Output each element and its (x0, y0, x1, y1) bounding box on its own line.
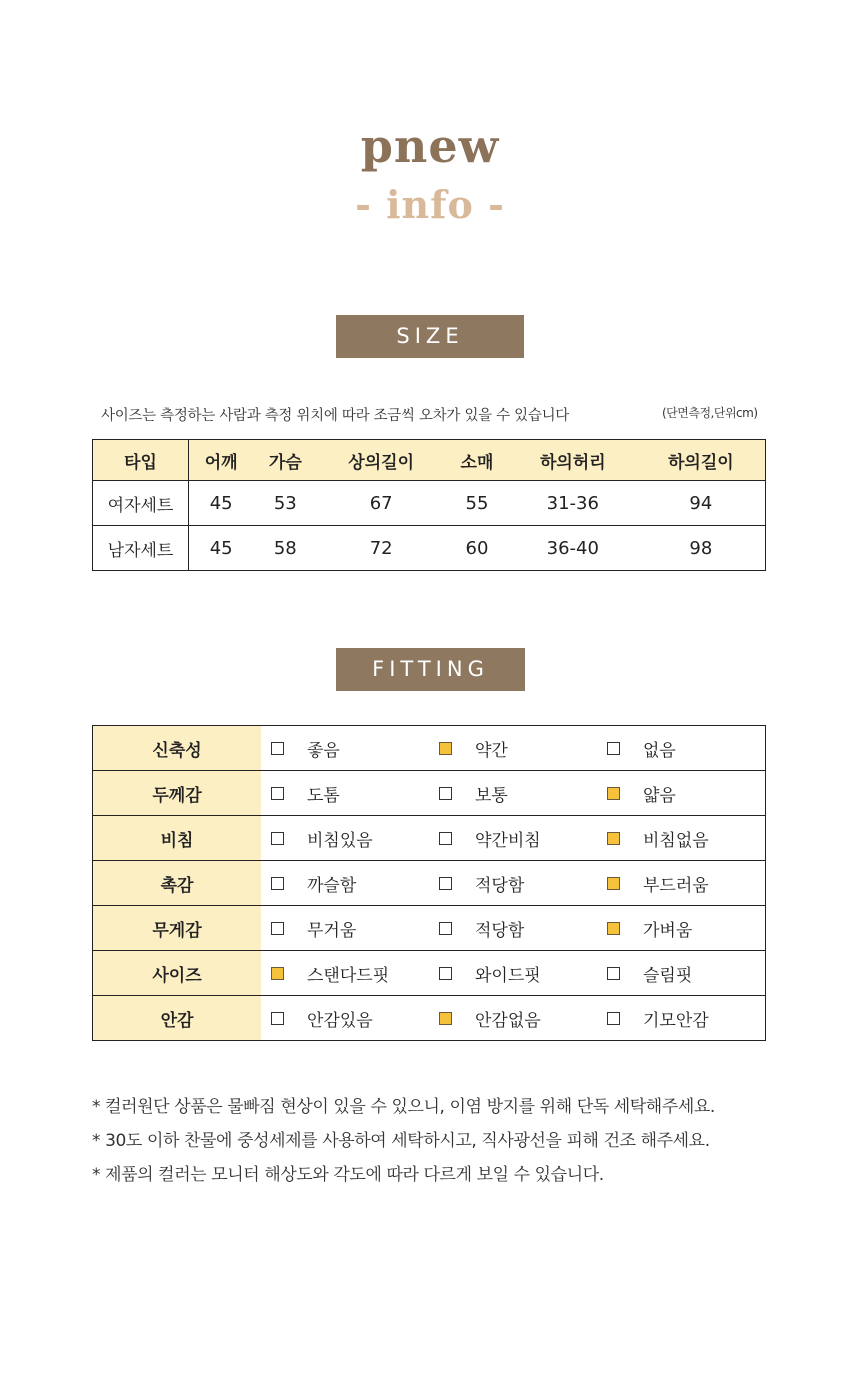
fitting-option-label: 도톰 (307, 785, 340, 806)
fitting-option-inner (597, 916, 765, 941)
care-note: * 컬러원단 상품은 물빠짐 현상이 있을 수 있으니, 이염 방지를 위해 단독 세탁해주세요. (92, 1097, 715, 1117)
table-cell: 여자세트 (93, 481, 189, 526)
fitting-option-inner (261, 916, 429, 941)
unchecked-box-icon (439, 967, 452, 980)
fitting-row (93, 816, 766, 861)
unchecked-box-icon (439, 787, 452, 800)
table-row (93, 526, 766, 571)
fitting-option (597, 726, 766, 771)
care-notes (92, 1090, 715, 1192)
fitting-label: 촉감 (93, 861, 262, 906)
fitting-option-inner (429, 871, 597, 896)
fitting-option (429, 771, 597, 816)
fitting-option (597, 861, 766, 906)
fitting-option-inner (597, 736, 765, 761)
table-cell: 60 (445, 526, 509, 571)
fitting-option (429, 906, 597, 951)
fitting-label: 신축성 (93, 726, 262, 771)
fitting-option-label: 와이드핏 (475, 965, 541, 986)
fitting-option-inner (261, 961, 429, 986)
fitting-option-inner (597, 871, 765, 896)
fitting-option-label: 없음 (643, 740, 676, 761)
unchecked-box-icon (439, 877, 452, 890)
table-cell: 98 (637, 526, 766, 571)
fitting-option-label: 적당함 (475, 920, 525, 941)
table-cell: 58 (253, 526, 317, 571)
fitting-option-label: 스탠다드핏 (307, 965, 390, 986)
table-cell: 31-36 (509, 481, 637, 526)
table-cell: 45 (189, 526, 254, 571)
header-cell: 어깨 (189, 440, 254, 481)
unchecked-box-icon (271, 787, 284, 800)
size-table-header (93, 440, 766, 481)
unchecked-box-icon (271, 922, 284, 935)
fitting-option (597, 906, 766, 951)
fitting-option (597, 771, 766, 816)
fitting-option-inner (261, 826, 429, 851)
header-cell: 소매 (445, 440, 509, 481)
fitting-option (429, 996, 597, 1041)
table-cell: 72 (317, 526, 445, 571)
fitting-option-label: 보통 (475, 785, 508, 806)
fitting-option-inner (261, 736, 429, 761)
unchecked-box-icon (607, 967, 620, 980)
size-section-title: SIZE (336, 315, 524, 358)
fitting-option-label: 가벼움 (643, 920, 693, 941)
checked-box-icon (439, 1012, 452, 1025)
fitting-option-inner (261, 781, 429, 806)
fitting-option-label: 비침있음 (307, 830, 373, 851)
brand-subtitle: - info - (355, 182, 505, 227)
fitting-option-inner (597, 1006, 765, 1031)
fitting-option (261, 816, 429, 861)
fitting-row (93, 951, 766, 996)
checked-box-icon (607, 832, 620, 845)
fitting-option (429, 951, 597, 996)
fitting-option-inner (429, 916, 597, 941)
unchecked-box-icon (271, 877, 284, 890)
fitting-option-label: 슬림핏 (643, 965, 693, 986)
table-cell: 94 (637, 481, 766, 526)
fitting-option-inner (261, 1006, 429, 1031)
fitting-option-label: 적당함 (475, 875, 525, 896)
fitting-option-label: 안감없음 (475, 1010, 541, 1031)
fitting-option (261, 951, 429, 996)
fitting-option-inner (261, 871, 429, 896)
unchecked-box-icon (607, 742, 620, 755)
fitting-option (261, 996, 429, 1041)
fitting-option (261, 771, 429, 816)
fitting-option (429, 726, 597, 771)
header-cell: 하의허리 (509, 440, 637, 481)
unchecked-box-icon (607, 1012, 620, 1025)
fitting-option-label: 기모안감 (643, 1010, 709, 1031)
fitting-row (93, 726, 766, 771)
fitting-section-title: FITTING (336, 648, 525, 691)
fitting-option (261, 861, 429, 906)
header-cell: 가슴 (253, 440, 317, 481)
fitting-option-inner (429, 826, 597, 851)
fitting-label: 안감 (93, 996, 262, 1041)
header-cell: 상의길이 (317, 440, 445, 481)
fitting-option (429, 861, 597, 906)
fitting-option-label: 얇음 (643, 785, 676, 806)
fitting-option-inner (429, 961, 597, 986)
table-cell: 53 (253, 481, 317, 526)
care-note: * 제품의 컬러는 모니터 해상도와 각도에 따라 다르게 보일 수 있습니다. (92, 1165, 604, 1185)
unchecked-box-icon (271, 832, 284, 845)
unchecked-box-icon (271, 742, 284, 755)
fitting-option-label: 무거움 (307, 920, 357, 941)
fitting-table (92, 725, 766, 1041)
size-note: 사이즈는 측정하는 사람과 측정 위치에 따라 조금씩 오차가 있을 수 있습니다 (101, 408, 570, 424)
fitting-option (597, 951, 766, 996)
fitting-option-label: 비침없음 (643, 830, 709, 851)
fitting-option-inner (429, 781, 597, 806)
fitting-option-inner (429, 1006, 597, 1031)
unchecked-box-icon (439, 832, 452, 845)
fitting-option-label: 좋음 (307, 740, 340, 761)
fitting-option-inner (429, 736, 597, 761)
fitting-label: 무게감 (93, 906, 262, 951)
table-cell: 36-40 (509, 526, 637, 571)
table-row (93, 481, 766, 526)
unchecked-box-icon (439, 922, 452, 935)
fitting-option-label: 까슬함 (307, 875, 357, 896)
size-table (92, 439, 766, 571)
fitting-option (429, 816, 597, 861)
table-cell: 55 (445, 481, 509, 526)
checked-box-icon (607, 877, 620, 890)
table-cell: 남자세트 (93, 526, 189, 571)
checked-box-icon (439, 742, 452, 755)
fitting-row (93, 906, 766, 951)
fitting-option-label: 약간 (475, 740, 508, 761)
fitting-option (597, 816, 766, 861)
table-cell: 45 (189, 481, 254, 526)
fitting-option-label: 부드러움 (643, 875, 709, 896)
fitting-option (597, 996, 766, 1041)
checked-box-icon (607, 787, 620, 800)
care-note: * 30도 이하 찬물에 중성세제를 사용하여 세탁하시고, 직사광선을 피해 건조 해주세요. (92, 1131, 710, 1151)
fitting-option-label: 안감있음 (307, 1010, 373, 1031)
fitting-option-label: 약간비침 (475, 830, 541, 851)
fitting-row (93, 861, 766, 906)
unchecked-box-icon (271, 1012, 284, 1025)
fitting-row (93, 996, 766, 1041)
table-cell: 67 (317, 481, 445, 526)
fitting-label: 사이즈 (93, 951, 262, 996)
fitting-option-inner (597, 961, 765, 986)
fitting-label: 두께감 (93, 771, 262, 816)
fitting-label: 비침 (93, 816, 262, 861)
checked-box-icon (271, 967, 284, 980)
brand-logo: pnew (360, 119, 500, 173)
fitting-option-inner (597, 781, 765, 806)
fitting-option (261, 906, 429, 951)
fitting-option-inner (597, 826, 765, 851)
size-unit-note: (단면측정,단위cm) (662, 406, 758, 420)
header-cell: 하의길이 (637, 440, 766, 481)
checked-box-icon (607, 922, 620, 935)
fitting-option (261, 726, 429, 771)
header-cell: 타입 (93, 440, 189, 481)
fitting-row (93, 771, 766, 816)
